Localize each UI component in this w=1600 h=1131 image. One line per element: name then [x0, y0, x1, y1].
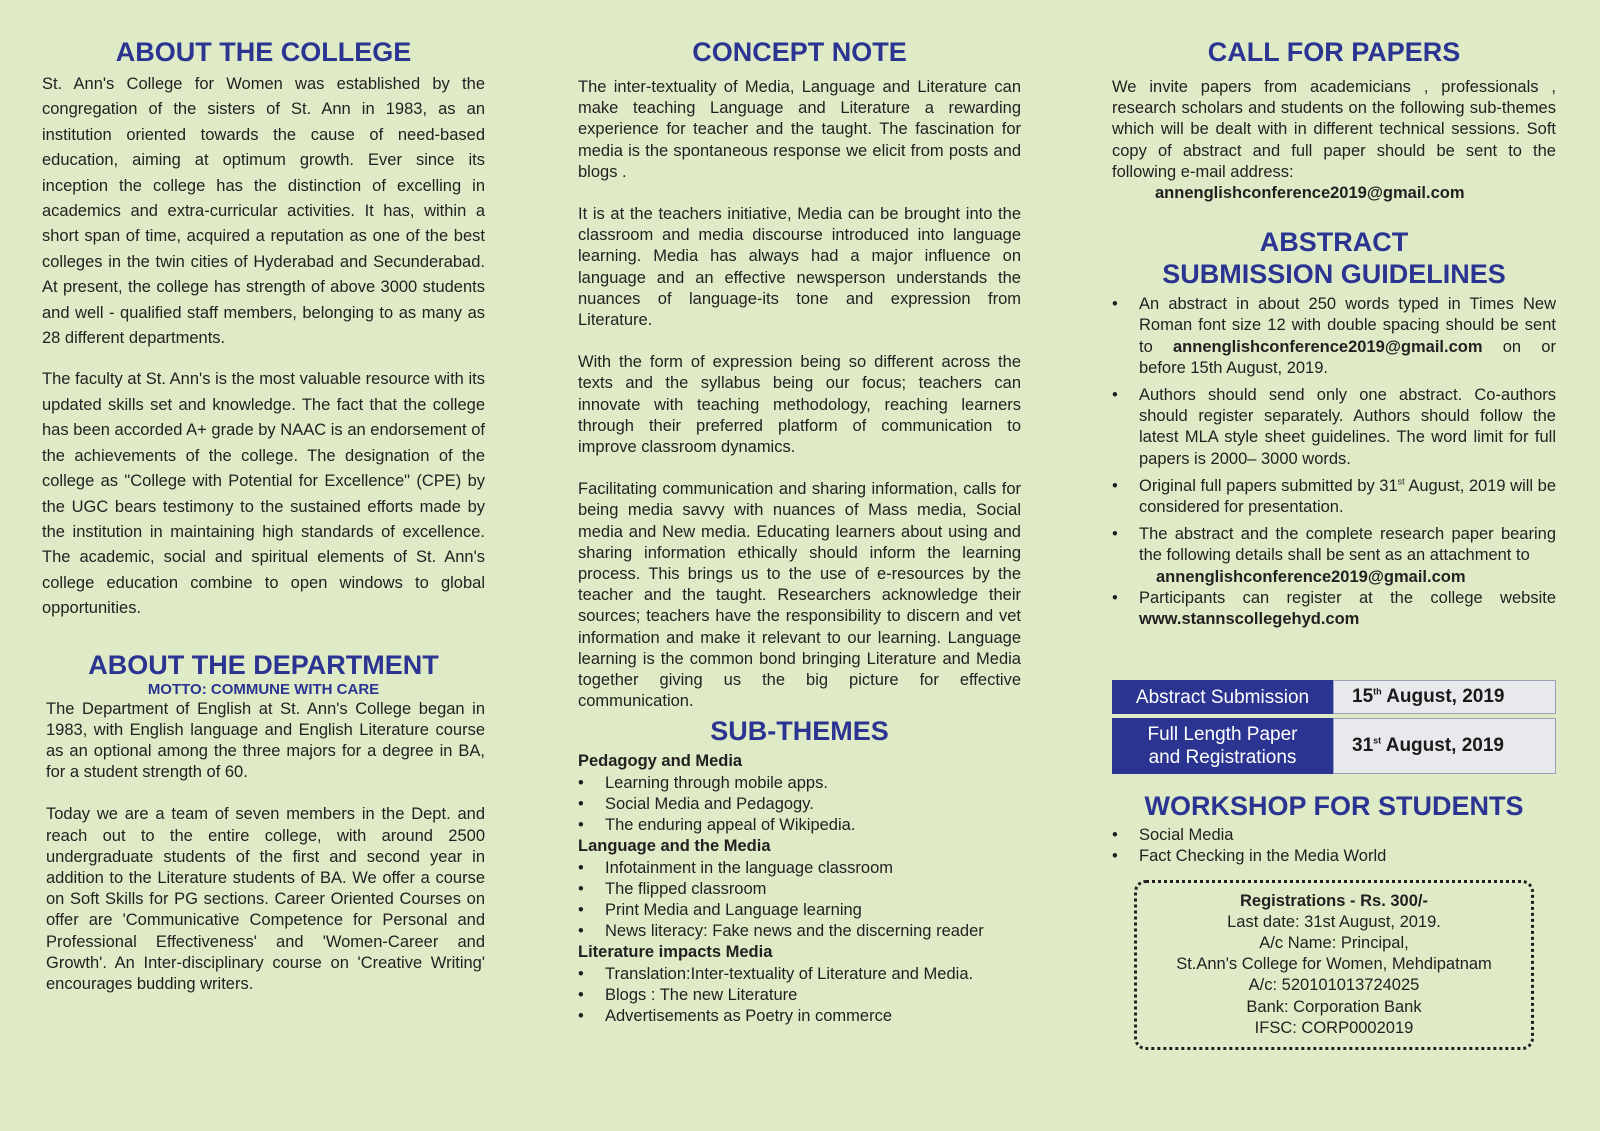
- sub-theme-heading: Literature impacts Media: [578, 943, 773, 962]
- sub-theme-items: [578, 964, 1021, 1028]
- guidelines-title-line-1: ABSTRACT: [1259, 227, 1409, 258]
- about-department-title: ABOUT THE DEPARTMENT: [88, 649, 439, 680]
- sub-theme-heading: Pedagogy and Media: [578, 752, 743, 771]
- date-label: Abstract Submission: [1112, 680, 1333, 714]
- concept-note-para-3: With the form of expression being so different across the texts and the syllabus being our focus; teachers can innovate with teaching methodology, reaching learners through their preferred platform of communication to improve classroom dynamics.: [578, 353, 1021, 457]
- about-college-para-1: St. Ann's College for Women was established by the congregation of the sisters of St. Ann in 1983, as an institution oriented towards the cause of need-based education, aiming at optimum growth. Ever since its inception the college has the distinction of excelling in academics and extra-curricular activities. It has, within a short span of time, acquired a reputation as one of the best colleges in the twin cities of Hyderabad and Secunderabad. At present, the college has strength of above 3000 students and well - qualified staff members, belonging to as many as 28 different departments.: [42, 75, 485, 348]
- guideline-item: [1112, 294, 1556, 379]
- date-label: [1112, 718, 1333, 774]
- guideline-item: [1112, 524, 1556, 588]
- date-value: [1333, 718, 1556, 774]
- ordinal-suffix: st: [1397, 476, 1405, 487]
- date-day: 31: [1352, 735, 1374, 757]
- account-name: A/c Name: Principal,: [1259, 934, 1409, 953]
- column-middle: [578, 36, 1021, 1027]
- about-college-title: ABOUT THE COLLEGE: [115, 37, 412, 67]
- sub-theme-items: [578, 773, 1021, 837]
- list-item: • Print Media and Language learning: [578, 900, 1021, 921]
- account-number: A/c: 520101013724025: [1248, 976, 1420, 995]
- about-college-para-2: The faculty at St. Ann's is the most valuable resource with its updated skills set and knowledge. The fact that the college has been accorded A+ grade by NAAC is an endorsement of the achievements of the college. The designation of the college as "College with Potential for Excellence" (CPE) by the UGC bears testimony to the sustained efforts made by the institution in maintaining high standards of excellence. The academic, social and spiritual elements of St. Ann's college education combine to open windows to global opportunities.: [42, 370, 485, 618]
- column-right: [1112, 36, 1556, 1050]
- guideline-item: [1112, 588, 1556, 630]
- about-department-para-1: The Department of English at St. Ann's College began in 1983, with English language and English Literature course as an optional among the three majors for a degree in BA, for a student strength of 60.: [46, 699, 485, 782]
- list-item: • Blogs : The new Literature: [578, 985, 1021, 1006]
- guideline-email[interactable]: annenglishconference2019@gmail.com: [1156, 567, 1466, 586]
- date-value: [1333, 680, 1556, 714]
- sub-themes-title: SUB-THEMES: [710, 716, 889, 747]
- list-item: • Translation:Inter-textuality of Literature and Media.: [578, 964, 1021, 985]
- bank-name: Bank: Corporation Bank: [1246, 997, 1422, 1016]
- list-item: • Learning through mobile apps.: [578, 773, 1021, 794]
- guideline-text: Original full papers submitted by 31: [1139, 476, 1398, 495]
- sub-themes-list: [578, 751, 1021, 1027]
- registration-last-date: Last date: 31st August, 2019.: [1227, 912, 1441, 931]
- concept-note-para-1: The inter-textuality of Media, Language and Literature can make teaching Language and Literature a rewarding experience for teacher and the taught. The fascination for media is the spontaneous response we elicit from posts and blogs .: [578, 78, 1021, 181]
- conference-email[interactable]: annenglishconference2019@gmail.com: [1155, 184, 1465, 203]
- list-item: • Social Media: [1112, 825, 1556, 846]
- guideline-text: August, 2019 will be considered for presentation.: [1139, 476, 1557, 517]
- guidelines-title-line-2: SUBMISSION GUIDELINES: [1162, 259, 1506, 290]
- ifsc-code: IFSC: CORP0002019: [1254, 1018, 1414, 1037]
- college-name: St.Ann's College for Women, Mehdipatnam: [1176, 955, 1492, 974]
- date-rest: August, 2019: [1381, 686, 1505, 708]
- guidelines-list: [1112, 294, 1556, 630]
- workshop-list: [1112, 825, 1556, 867]
- guideline-text: An abstract in about 250 words typed in Times New Roman font size 12 with double spacing should be sent to: [1139, 295, 1556, 356]
- important-dates-table: [1112, 676, 1556, 778]
- date-label-line: Full Length Paper: [1147, 724, 1298, 746]
- workshop-title: WORKSHOP FOR STUDENTS: [1144, 791, 1524, 822]
- list-item: • The flipped classroom: [578, 879, 1021, 900]
- column-left: [42, 36, 485, 995]
- about-department-para-2: Today we are a team of seven members in the Dept. and reach out to the entire college, with around 2500 undergraduate students of the first and second year in addition to the Literature students of BA. We offer a course on Soft Skills for PG sections. Career Oriented Courses on offer are 'Communicative Competence for Personal and Professional Effectiveness' and 'Women-Career and Growth'. An Inter-disciplinary course on 'Creative Writing' encourages budding writers.: [46, 805, 485, 993]
- guideline-text: Participants can register at the college website: [1139, 588, 1556, 607]
- ordinal-suffix: th: [1373, 686, 1382, 697]
- list-item: • Advertisements as Poetry in commerce: [578, 1006, 1021, 1027]
- concept-note-para-2: It is at the teachers initiative, Media can be brought into the classroom and media discourse introduced into language learning. Media has always had a major influence on language and an effective newsperson understands the nuances of language-its tone and expression from Literature.: [578, 205, 1021, 330]
- sub-theme-items: [578, 858, 1021, 943]
- date-day: 15: [1352, 686, 1374, 708]
- list-item: • Infotainment in the language classroom: [578, 858, 1021, 879]
- college-website-link[interactable]: www.stannscollegehyd.com: [1139, 610, 1360, 629]
- guideline-text: on or before 15th August, 2019.: [1139, 337, 1556, 377]
- guideline-email[interactable]: annenglishconference2019@gmail.com: [1172, 337, 1483, 356]
- call-for-papers-title: CALL FOR PAPERS: [1207, 37, 1461, 67]
- department-motto: MOTTO: COMMUNE WITH CARE: [147, 680, 380, 698]
- guideline-text: The abstract and the complete research paper bearing the following details shall be sent as an attachment to: [1139, 525, 1556, 565]
- list-item: • Fact Checking in the Media World: [1112, 846, 1556, 867]
- list-item: • The enduring appeal of Wikipedia.: [578, 815, 1021, 836]
- guideline-item: • Authors should send only one abstract. Co-authors should register separately. Authors should follow the latest MLA style sheet guidelines. The word limit for full papers is 2000– 3000 words.: [1112, 385, 1556, 470]
- call-for-papers-text: We invite papers from academicians , professionals , research scholars and students on the following sub-themes which will be dealt with in different technical sessions. Soft copy of abstract and full paper should be sent to the following e-mail address:: [1112, 78, 1556, 181]
- registration-box: [1134, 880, 1534, 1050]
- ordinal-suffix: st: [1373, 735, 1382, 746]
- guideline-item: [1112, 476, 1556, 518]
- date-label-line: and Registrations: [1148, 747, 1297, 769]
- list-item: • News literacy: Fake news and the discerning reader: [578, 921, 1021, 942]
- table-row: [1112, 718, 1556, 774]
- concept-note-para-4: Facilitating communication and sharing information, calls for being media savvy with nuances of Mass media, Social media and New media. Educating learners about using and sharing information ethically should inform the learning process. This brings us to the use of e-resources by the teacher and the taught. Researchers acknowledge their sources; teachers have the responsibility to discern and vet information and make it relevant to our learning. Language learning is the common bond bringing Literature and Media together giving us the big picture for effective communication.: [578, 480, 1021, 711]
- sub-theme-heading: Language and the Media: [578, 837, 771, 856]
- registration-fee: Registrations - Rs. 300/-: [1240, 891, 1428, 910]
- concept-note-title: CONCEPT NOTE: [692, 37, 907, 67]
- list-item: • Social Media and Pedagogy.: [578, 794, 1021, 815]
- table-row: [1112, 680, 1556, 714]
- date-rest: August, 2019: [1381, 735, 1504, 757]
